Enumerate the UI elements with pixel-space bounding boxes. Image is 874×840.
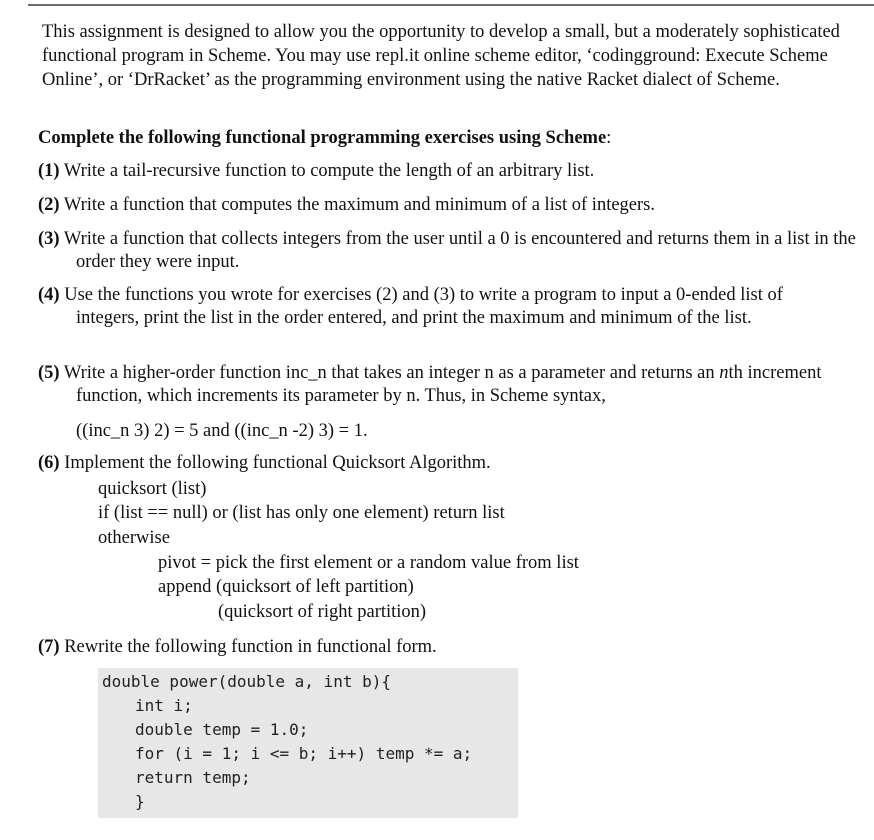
exercise-5	[38, 362, 828, 408]
exercise-4-text: Use the functions you wrote for exercises (2) and (3) to write a program to input a 0-ended list of integers, print the list in the order entered, and print the maximum and minimum of the list.	[59, 285, 783, 328]
intro-paragraph: This assignment is designed to allow you the opportunity to develop a small, but a moderately sophisticated functional program in Scheme. You may use repl.it online scheme editor, ‘codingground: Execute Scheme Online’, or ‘DrRacket’ as the programming environment using the native Racket dialect of Scheme.	[42, 22, 840, 90]
code-block	[98, 668, 518, 818]
exercise-7-text: Rewrite the following function in functional form.	[59, 637, 437, 657]
exercise-5-number: (5)	[38, 363, 60, 383]
heading-text: Complete the following functional programming exercises using Scheme	[38, 128, 607, 148]
exercise-1-number: (1)	[38, 161, 60, 181]
exercise-4	[38, 284, 846, 330]
code-line: double temp = 1.0;	[135, 720, 309, 739]
exercise-2-text: Write a function that computes the maximum and minimum of a list of integers.	[59, 195, 655, 215]
exercise-3-text: Write a function that collects integers from the user until a 0 is encountered and returns them in a list in the order they were input.	[59, 229, 856, 272]
exercise-5-text-b: th increment function, which increments its parameter by n. Thus, in Scheme syntax,	[76, 363, 822, 406]
exercise-3	[38, 228, 856, 274]
quicksort-line: (quicksort of right partition)	[218, 602, 427, 622]
exercise-4-number: (4)	[38, 285, 60, 305]
exercise-6-text: Implement the following functional Quicksort Algorithm.	[59, 453, 491, 473]
quicksort-line: append (quicksort of left partition)	[158, 577, 414, 597]
exercise-7	[38, 636, 874, 659]
code-line: return temp;	[135, 768, 251, 787]
exercise-3-number: (3)	[38, 229, 60, 249]
code-line: }	[135, 792, 145, 811]
exercise-5-example: ((inc_n 3) 2) = 5 and ((inc_n -2) 3) = 1.	[76, 421, 368, 441]
code-line: double power(double a, int b){	[102, 672, 391, 691]
quicksort-line: otherwise	[98, 528, 170, 548]
exercise-1	[38, 160, 874, 183]
exercise-7-number: (7)	[38, 637, 60, 657]
exercise-5-text-a: Write a higher-order function inc_n that takes an integer n as a parameter and returns an	[59, 363, 720, 383]
code-line: for (i = 1; i <= b; i++) temp *= a;	[135, 744, 473, 763]
quicksort-line: pivot = pick the first element or a random value from list	[158, 553, 579, 573]
quicksort-line: quicksort (list)	[98, 479, 207, 499]
exercise-6	[38, 452, 874, 475]
exercises-heading	[38, 126, 611, 150]
exercise-1-text: Write a tail-recursive function to compute the length of an arbitrary list.	[59, 161, 595, 181]
heading-colon: :	[606, 128, 612, 148]
exercise-6-number: (6)	[38, 453, 60, 473]
quicksort-line: if (list == null) or (list has only one element) return list	[98, 503, 505, 523]
exercise-2-number: (2)	[38, 195, 60, 215]
exercise-5-nth: n	[719, 363, 729, 383]
code-line: int i;	[135, 696, 193, 715]
exercise-2	[38, 194, 874, 217]
